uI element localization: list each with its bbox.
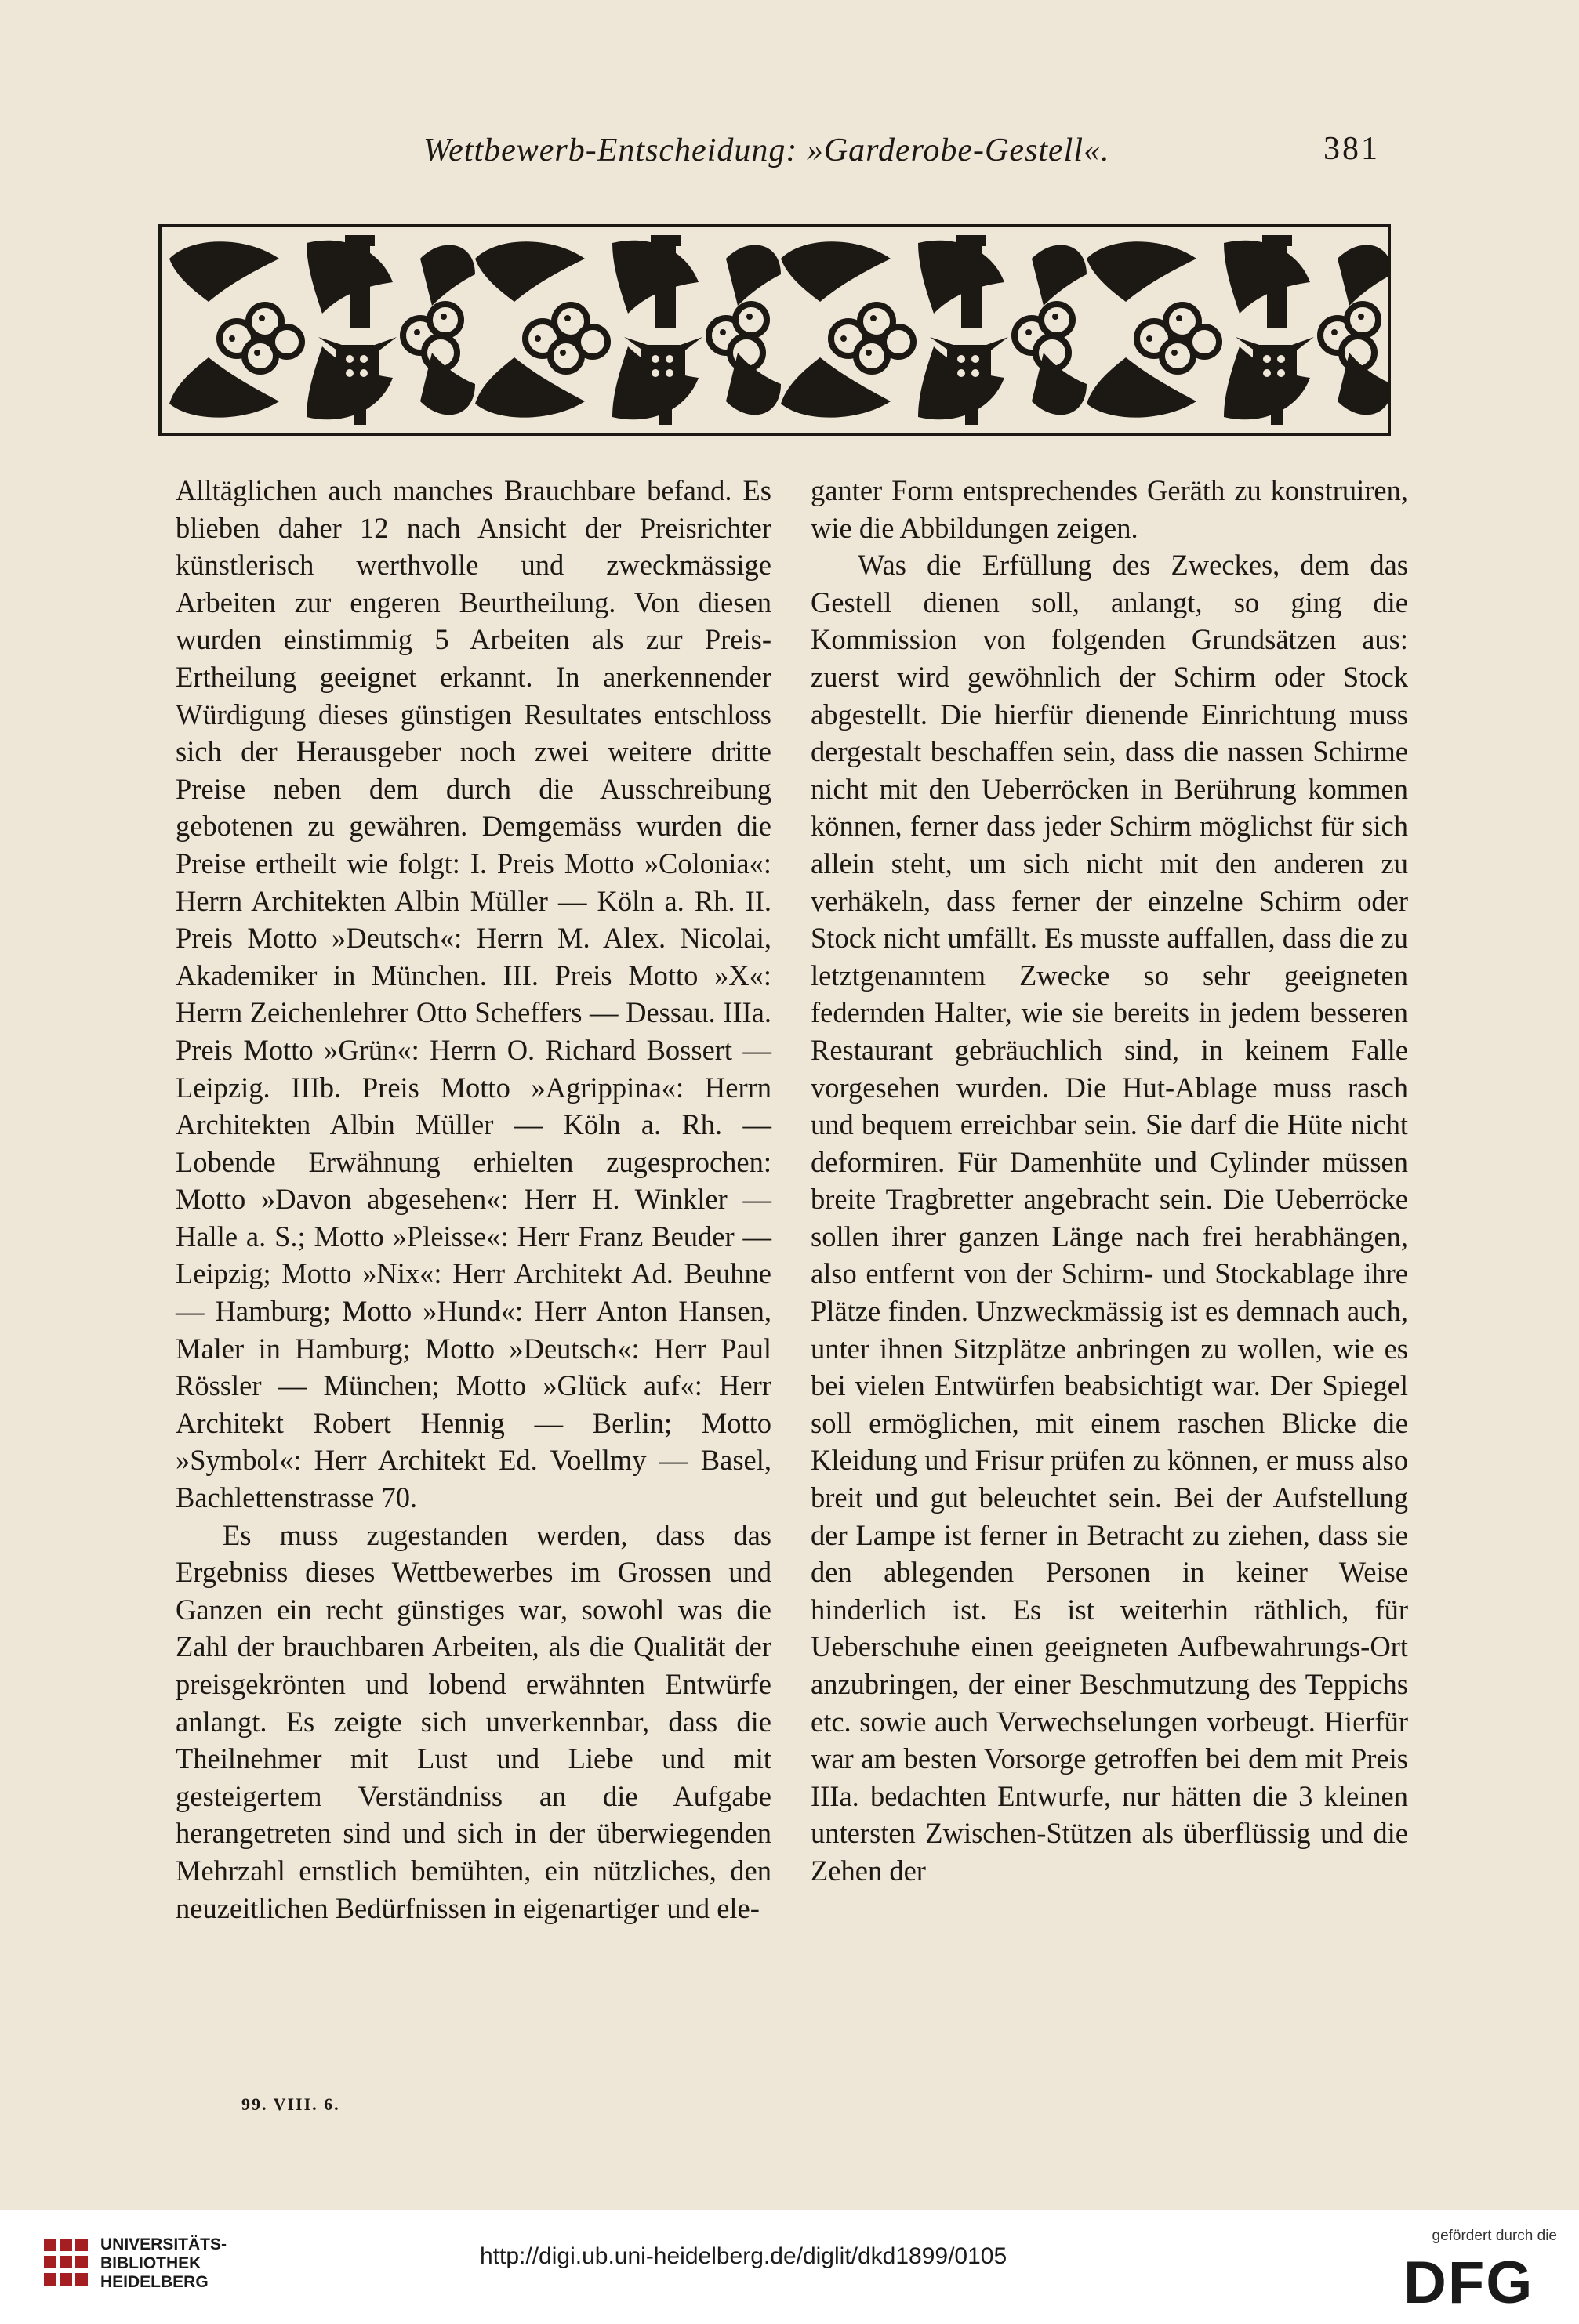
paragraph: ganter Form entsprechendes Geräth zu konstruiren, wie die Abbildungen zeigen.	[811, 474, 1408, 544]
text-column-right	[811, 472, 1408, 1890]
paragraph: Es muss zugestanden werden, dass das Ergebniss dieses Wettbewerbes im Grossen und Ganzen ein recht günstiges war, sowohl was die Zahl der brauchbaren Arbeiten, als die Qualität der preisgekrönten und lobend erwähnten Entwürfe anlangt. Es zeigte sich unverkennbar, dass die Theilnehmer mit Lust und Liebe und mit gesteigertem Verständniss an die Aufgabe herangetreten sind und sich in der überwiegenden Mehrzahl ernstlich bemühten, ein nützliches, den neuzeitlichen Bedürfnissen in eigenartiger und ele-	[176, 1518, 771, 1924]
ornamental-frieze-icon	[158, 224, 1391, 436]
library-name: UNIVERSITÄTS- BIBLIOTHEK HEIDELBERG	[100, 2235, 227, 2291]
frieze-graphic	[162, 227, 1388, 433]
dfg-logo-icon	[1403, 2254, 1557, 2309]
running-head	[157, 132, 1396, 179]
page-number: 381	[1323, 131, 1380, 167]
svg-text:DFG: DFG	[1403, 2254, 1534, 2309]
printer-signature-mark: 99. VIII. 6.	[241, 2094, 340, 2114]
text-column-left	[176, 472, 771, 1927]
sponsor-caption: gefördert durch die	[1432, 2228, 1557, 2244]
paragraph: Alltäglichen auch manches Brauchbare befand. Es blieben daher 12 nach Ansicht der Preisrichter künstlerisch werthvolle und zweckmässige Arbeiten zur engeren Beurtheilung. Von diesen wurden einstimmig 5 Arbeiten als zur Preis-Ertheilung geeignet erkannt. In anerkennender Würdigung dieses günstigen Resultates entschloss sich der Herausgeber noch zwei weitere dritte Preise neben dem durch die Ausschreibung gebotenen zu gewähren. Demgemäss wurden die Preise ertheilt wie folgt: I. Preis Motto »Colonia«: Herrn Architekten Albin Müller — Köln a. Rh. II. Preis Motto »Deutsch«: Herrn M. Alex. Nicolai, Akademiker in München. III. Preis Motto »X«: Herrn Zeichenlehrer Otto Scheffers — Dessau. IIIa. Preis Motto »Grün«: Herrn O. Richard Bossert — Leipzig. IIIb. Preis Motto »Agrippina«: Herrn Architekten Albin Müller — Köln a. Rh. — Lobende Erwähnung erhielten zugesprochen: Motto »Davon abgesehen«: Herr H. Winkler — Halle a. S.; Motto »Pleisse«: Herr Franz Beuder — Leipzig; Motto »Nix«: Herr Architekt Ad. Beuhne — Hamburg; Motto »Hund«: Herr Anton Hansen, Maler in Hamburg; Motto »Deutsch«: Herr Paul Rössler — München; Motto »Glück auf«: Herr Architekt Robert Hennig — Berlin; Motto »Symbol«: Herr Architekt Ed. Voellmy — Basel, Bachlettenstrasse 70.	[176, 474, 771, 1514]
permalink-url[interactable]: http://digi.ub.uni-heidelberg.de/diglit/dkd1899/0105	[480, 2243, 1007, 2269]
digitization-footer	[0, 2210, 1579, 2324]
running-title: Wettbewerb-Entscheidung: »Garderobe-Gestell«.	[423, 132, 1110, 169]
paragraph: Was die Erfüllung des Zweckes, dem das Gestell dienen soll, anlangt, so ging die Kommission von folgenden Grundsätzen aus: zuerst wird gewöhnlich der Schirm oder Stock abgestellt. Die hierfür dienende Einrichtung muss dergestalt beschaffen sein, dass die nassen Schirme nicht mit den Ueberröcken in Berührung kommen können, ferner dass jeder Schirm möglichst für sich allein steht, um sich nicht mit den anderen zu verhäkeln, dass ferner der einzelne Schirm oder Stock nicht umfällt. Es musste auffallen, dass die zu letztgenanntem Zwecke so sehr geeigneten federnden Halter, wie sie bereits in jedem besseren Restaurant gebräuchlich sind, in keinem Falle vorgesehen wurden. Die Hut-Ablage muss rasch und bequem erreichbar sein. Sie darf die Hüte nicht deformiren. Für Damenhüte und Cylinder müssen breite Tragbretter angebracht sein. Die Ueberröcke sollen ihrer ganzen Länge nach frei herabhängen, also entfernt von der Schirm- und Stockablage ihre Plätze finden. Unzweckmässig ist es demnach auch, unter ihnen Sitzplätze anbringen zu wollen, wie es bei vielen Entwürfen beabsichtigt war. Der Spiegel soll ermöglichen, mit einem raschen Blicke die Kleidung und Frisur prüfen zu können, er muss also breit und gut beleuchtet sein. Bei der Aufstellung der Lampe ist ferner in Betracht zu ziehen, dass sie den ablegenden Personen in keiner Weise hinderlich ist. Es ist weiterhin räthlich, für Ueberschuhe einen geeigneten Aufbewahrungs-Ort anzubringen, der einer Beschmutzung des Teppichs etc. sowie auch Verwechselungen vorbeugt. Hierfür war am besten Vorsorge getroffen bei dem mit Preis IIIa. bedachten Entwurfe, nur hätten die 3 kleinen untersten Zwischen-Stützen als überflüssig und die Zehen der	[811, 549, 1408, 1887]
university-library-logo-icon	[41, 2234, 91, 2293]
